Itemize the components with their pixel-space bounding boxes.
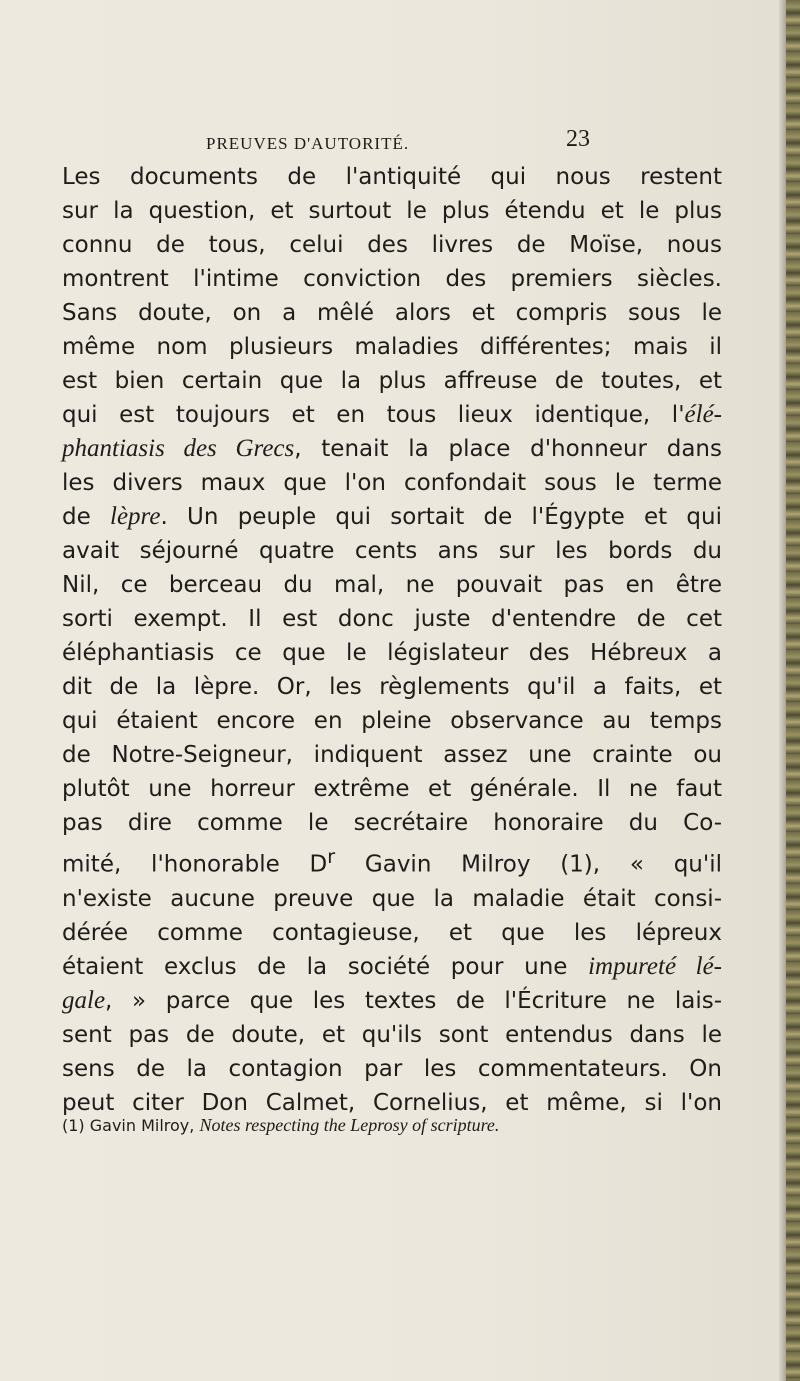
text-line: dit de la lèpre. Or, les règlements qu'il a faits, et bbox=[62, 674, 722, 700]
text-line: qui étaient encore en pleine observance au temps bbox=[62, 708, 722, 734]
text-line: sens de la contagion par les commentateurs. On bbox=[62, 1055, 722, 1082]
text-line: mité, l'honorable $D^r$ Gavin Milroy (1), « qu'il bbox=[62, 845, 722, 878]
text-line: dérée comme contagieuse, et que les lépreux bbox=[62, 919, 722, 946]
text-line: Sans doute, on a mêlé alors et compris sous le bbox=[62, 300, 722, 326]
text-line: qui est toujours et en tous lieux identique, l'élé- bbox=[62, 401, 722, 428]
text-line: plutôt une horreur extrême et générale. Il ne faut bbox=[62, 776, 722, 802]
running-title: PREUVES D'AUTORITÉ. bbox=[206, 134, 410, 153]
page-edge-shadow bbox=[778, 0, 786, 1381]
text-line: Les documents de l'antiquité qui nous restent bbox=[62, 164, 722, 190]
footnote: (1) Gavin Milroy, Notes respecting the Leprosy of scripture. bbox=[62, 1115, 500, 1135]
text-line: sorti exempt. Il est donc juste d'entendre de cet bbox=[62, 606, 722, 632]
text-line: phantiasis des Grecs, tenait la place d'honneur dans bbox=[62, 435, 722, 462]
body-text bbox=[62, 160, 722, 1120]
text-line: n'existe aucune preuve que la maladie était consi- bbox=[62, 885, 722, 912]
text-line: les divers maux que l'on confondait sous le terme bbox=[62, 470, 722, 496]
text-line: éléphantiasis ce que le législateur des Hébreux a bbox=[62, 640, 722, 666]
text-line: peut citer Don Calmet, Cornelius, et même, si l'on bbox=[62, 1089, 722, 1116]
page-number: 23 bbox=[566, 126, 590, 152]
book-edge bbox=[786, 0, 800, 1381]
text-line: de lèpre. Un peuple qui sortait de l'Égypte et qui bbox=[62, 503, 722, 530]
text-line: sur la question, et surtout le plus étendu et le plus bbox=[62, 198, 722, 224]
text-line: connu de tous, celui des livres de Moïse, nous bbox=[62, 232, 722, 258]
text-line: Nil, ce berceau du mal, ne pouvait pas en être bbox=[62, 572, 722, 598]
text-line: gale, » parce que les textes de l'Écriture ne lais- bbox=[62, 986, 722, 1014]
text-line: avait séjourné quatre cents ans sur les bords du bbox=[62, 538, 722, 564]
text-line: sent pas de doute, et qu'ils sont entendus dans le bbox=[62, 1021, 722, 1048]
text-line: même nom plusieurs maladies différentes; mais il bbox=[62, 334, 722, 360]
text-line: pas dire comme le secrétaire honoraire du Co- bbox=[62, 810, 722, 836]
text-line: étaient exclus de la société pour une impureté lé- bbox=[62, 952, 722, 980]
text-line: est bien certain que la plus affreuse de toutes, et bbox=[62, 368, 722, 394]
text-line: de Notre-Seigneur, indiquent assez une crainte ou bbox=[62, 742, 722, 768]
text-line: montrent l'intime conviction des premiers siècles. bbox=[62, 266, 722, 292]
